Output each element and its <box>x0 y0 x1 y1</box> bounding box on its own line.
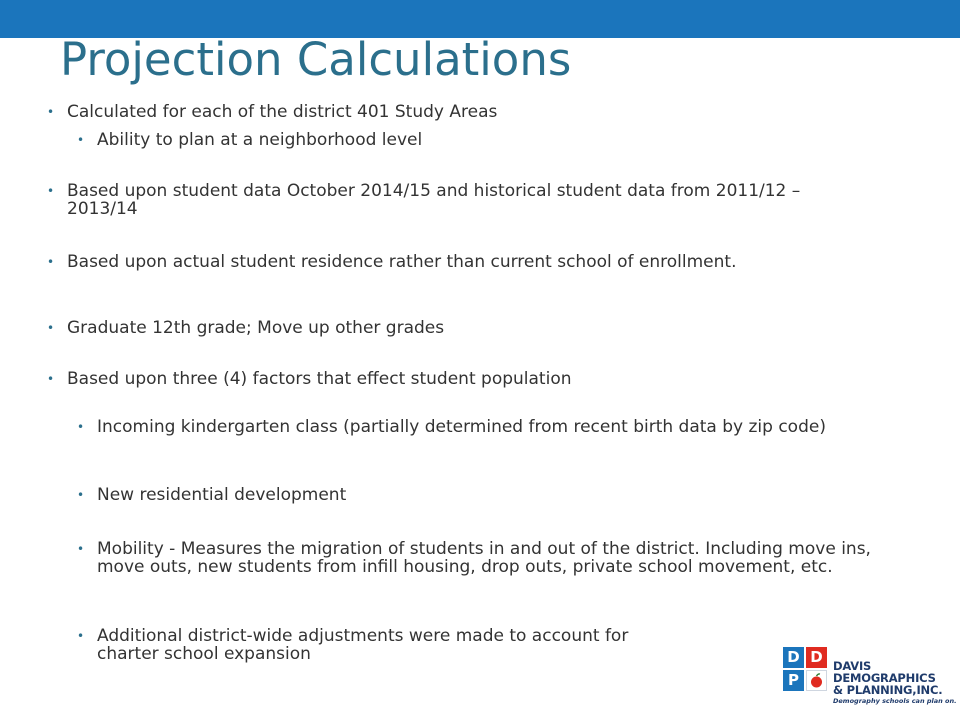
logo-letter-p: P <box>783 670 804 691</box>
bullet-dot-icon: • <box>47 255 55 269</box>
logo-letter-d: D <box>806 647 827 668</box>
bullet-text: Mobility - Measures the migration of students in and out of the district. Including move ins, move outs, new students from infill housing, drop outs, private school movement, etc. <box>97 539 871 577</box>
bullet-dot-icon: • <box>47 105 55 119</box>
bullet-dot-icon: • <box>47 184 55 198</box>
apple-icon <box>806 670 827 691</box>
bullet-dot-icon: • <box>47 321 55 335</box>
bullet-dot-icon: • <box>77 629 85 643</box>
bullet-dot-icon: • <box>77 420 85 434</box>
bullet-text: Based upon student data October 2014/15 and historical student data from 2011/12 – 2013/14 <box>67 181 801 219</box>
bullet-text: Graduate 12th grade; Move up other grades <box>67 318 445 338</box>
bullet-text: Calculated for each of the district 401 Study Areas <box>67 102 498 122</box>
bullet-dot-icon: • <box>47 372 55 386</box>
bullet-dot-icon: • <box>77 133 85 147</box>
sub-bullet-item <box>77 417 837 437</box>
sub-bullet-item <box>77 485 872 505</box>
bullet-text: Incoming kindergarten class (partially determined from recent birth data by zip code) <box>97 417 826 437</box>
bullet-item <box>47 181 847 219</box>
slide-title: Projection Calculations <box>60 33 572 86</box>
bullet-dot-icon: • <box>77 542 85 556</box>
logo-letter-d: D <box>783 647 804 668</box>
logo-tagline: Demography schools can plan on. <box>833 697 957 705</box>
bullet-text: Based upon actual student residence rather than current school of enrollment. <box>67 252 737 272</box>
bullet-text: New residential development <box>97 485 347 505</box>
bullet-item <box>47 252 847 272</box>
bullet-text: Ability to plan at a neighborhood level <box>97 130 423 150</box>
bullet-item <box>47 369 867 389</box>
bullet-item <box>47 318 867 338</box>
bullet-dot-icon: • <box>77 488 85 502</box>
sub-bullet-item <box>77 130 872 150</box>
sub-bullet-item <box>77 626 657 664</box>
logo-wordmark: DAVIS DEMOGRAPHICS & PLANNING,INC. <box>833 659 943 697</box>
bullet-text: Additional district-wide adjustments were made to account for charter school expansion <box>97 626 629 664</box>
bullet-text: Based upon three (4) factors that effect student population <box>67 369 572 389</box>
bullet-item <box>47 102 867 122</box>
company-logo <box>783 647 957 709</box>
sub-bullet-item <box>77 539 872 577</box>
